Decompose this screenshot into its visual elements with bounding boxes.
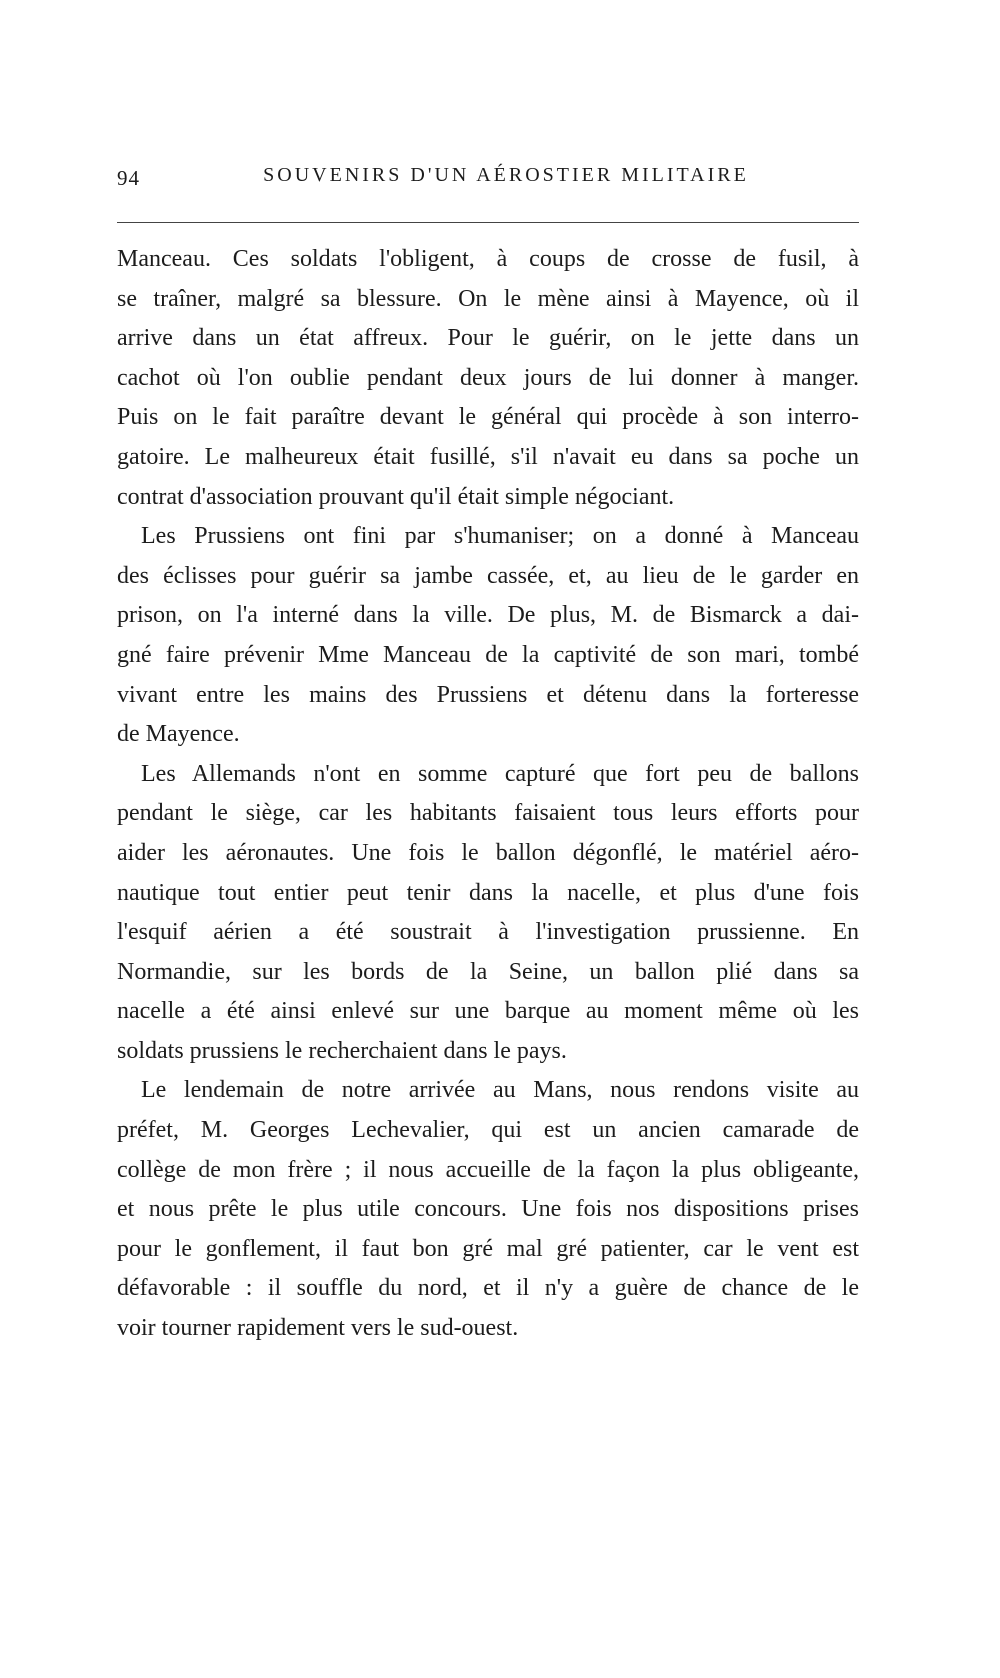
- running-title: SOUVENIRS D'UN AÉROSTIER MILITAIRE: [263, 164, 749, 186]
- paragraph: [117, 755, 859, 1072]
- text-line: défavorable : il souffle du nord, et il n'y a guère de chance de le: [117, 1275, 859, 1302]
- header-rule: [117, 222, 859, 223]
- text-line: l'esquif aérien a été soustrait à l'investigation prussienne. En: [117, 919, 859, 946]
- text-line: Manceau. Ces soldats l'obligent, à coups de crosse de fusil, à: [117, 246, 859, 272]
- text-line: contrat d'association prouvant qu'il était simple négociant.: [117, 483, 675, 510]
- paragraph: [117, 517, 859, 755]
- text-line: arrive dans un état affreux. Pour le guérir, on le jette dans un: [117, 325, 859, 352]
- page-header: [117, 160, 859, 196]
- text-line: Le lendemain de notre arrivée au Mans, nous rendons visite au: [141, 1077, 859, 1104]
- text-line: soldats prussiens le recherchaient dans le pays.: [117, 1037, 567, 1064]
- text-line: Puis on le fait paraître devant le général qui procède à son interro-: [117, 404, 859, 431]
- text-line: se traîner, malgré sa blessure. On le mène ainsi à Mayence, où il: [117, 285, 859, 312]
- text-line: voir tourner rapidement vers le sud-ouest.: [117, 1315, 519, 1342]
- text-line: aider les aéronautes. Une fois le ballon dégonflé, le matériel aéro-: [117, 839, 859, 866]
- text-line: des éclisses pour guérir sa jambe cassée, et, au lieu de le garder en: [117, 562, 859, 589]
- text-line: cachot où l'on oublie pendant deux jours de lui donner à manger.: [117, 364, 859, 391]
- text-line: Normandie, sur les bords de la Seine, un ballon plié dans sa: [117, 958, 859, 985]
- text-line: Les Allemands n'ont en somme capturé que fort peu de ballons: [141, 760, 859, 787]
- text-line: de Mayence.: [117, 721, 240, 748]
- text-line: pour le gonflement, il faut bon gré mal gré patienter, car le vent est: [117, 1235, 859, 1262]
- paragraph: [117, 240, 859, 517]
- text-line: nautique tout entier peut tenir dans la nacelle, et plus d'une fois: [117, 879, 859, 906]
- text-line: gatoire. Le malheureux était fusillé, s'il n'avait eu dans sa poche un: [117, 443, 859, 470]
- text-line: vivant entre les mains des Prussiens et détenu dans la forteresse: [117, 681, 859, 708]
- text-line: gné faire prévenir Mme Manceau de la captivité de son mari, tombé: [117, 641, 859, 668]
- text-line: préfet, M. Georges Lechevalier, qui est un ancien camarade de: [117, 1117, 859, 1144]
- page-number: 94: [117, 166, 140, 190]
- text-line: prison, on l'a interné dans la ville. De plus, M. de Bismarck a dai-: [117, 602, 859, 629]
- text-line: et nous prête le plus utile concours. Une fois nos dispositions prises: [117, 1196, 859, 1223]
- text-line: Les Prussiens ont fini par s'humaniser; on a donné à Manceau: [141, 523, 859, 550]
- text-line: pendant le siège, car les habitants faisaient tous leurs efforts pour: [117, 800, 859, 827]
- paragraph: [117, 1071, 859, 1348]
- body-text: [117, 240, 859, 1349]
- text-line: collège de mon frère ; il nous accueille de la façon la plus obligeante,: [117, 1156, 859, 1183]
- text-line: nacelle a été ainsi enlevé sur une barque au moment même où les: [117, 998, 859, 1025]
